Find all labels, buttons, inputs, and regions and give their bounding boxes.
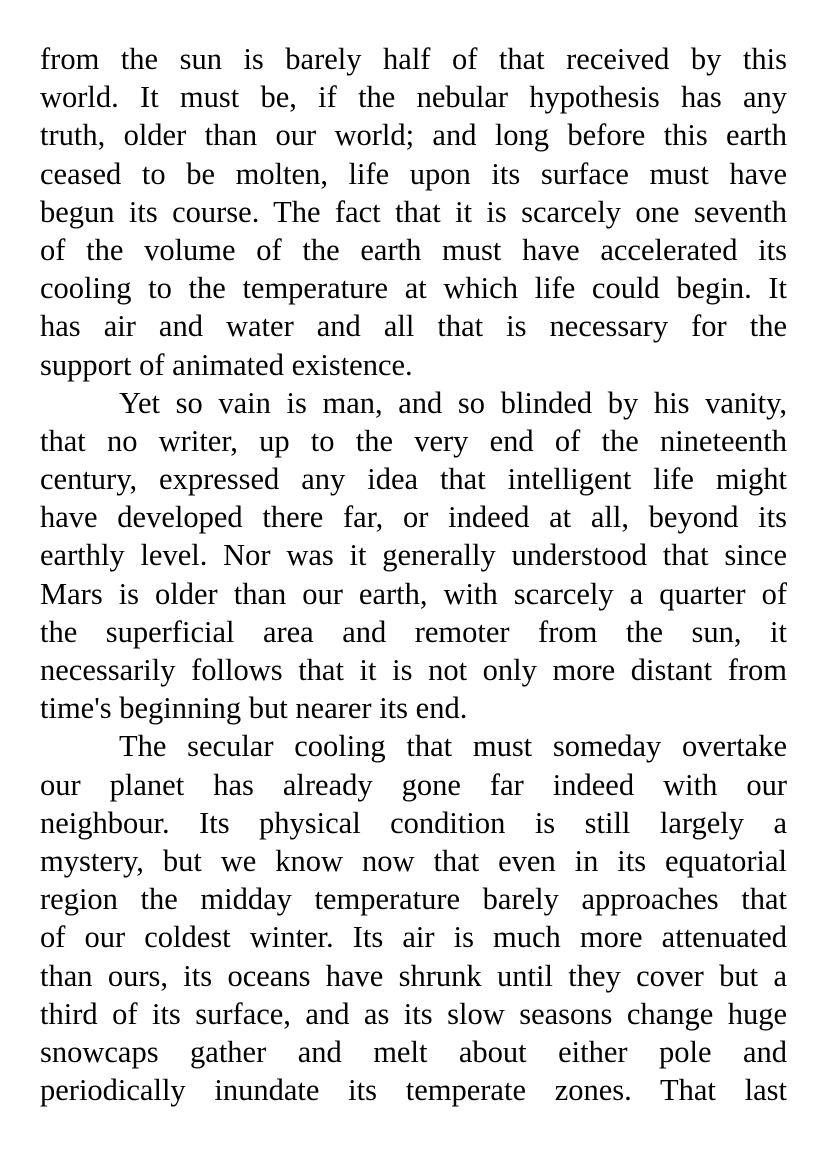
text-line: than ours, its oceans have shrunk until they cover but a [40, 958, 787, 993]
text-line: earthly level. Nor was it generally understood that since [40, 538, 787, 573]
text-line: from the sun is barely half of that received by this [40, 42, 787, 76]
text-line: neighbour. Its physical condition is still largely a [40, 805, 787, 840]
text-line: mystery, but we know now that even in its equatorial [40, 843, 787, 878]
paragraph-1 [40, 40, 787, 384]
text-line: begun its course. The fact that it is scarcely one seventh [40, 194, 787, 229]
text-line: have developed there far, or indeed at all, beyond its [40, 500, 787, 535]
text-line: Mars is older than our earth, with scarcely a quarter of [40, 576, 787, 611]
text-line: periodically inundate its temperate zones. That last [40, 1073, 787, 1108]
paragraph-2 [40, 384, 787, 728]
text-line: of our coldest winter. Its air is much more attenuated [40, 920, 787, 955]
paragraph-3 [40, 727, 787, 1109]
text-line: third of its surface, and as its slow seasons change huge [40, 996, 787, 1031]
text-line: our planet has already gone far indeed with our [40, 767, 787, 802]
text-line: truth, older than our world; and long before this earth [40, 118, 787, 153]
text-line: Yet so vain is man, and so blinded by his vanity, [119, 385, 787, 420]
text-line: cooling to the temperature at which life could begin. It [40, 271, 787, 306]
text-line: has air and water and all that is necessary for the [40, 309, 787, 344]
text-line: world. It must be, if the nebular hypothesis has any [40, 80, 787, 115]
text-line: necessarily follows that it is not only more distant from [40, 653, 787, 687]
text-line: century, expressed any idea that intelligent life might [40, 462, 787, 497]
text-line: of the volume of the earth must have accelerated its [40, 232, 787, 267]
text-line: region the midday temperature barely approaches that [40, 882, 787, 917]
text-line: The secular cooling that must someday overtake [119, 729, 787, 764]
text-line: snowcaps gather and melt about either pole and [40, 1034, 787, 1069]
text-line: support of animated existence. [40, 347, 413, 382]
text-line: the superficial area and remoter from the sun, it [40, 614, 787, 649]
text-line: time's beginning but nearer its end. [40, 691, 468, 726]
text-line: ceased to be molten, life upon its surface must have [40, 156, 787, 191]
document-page [40, 40, 787, 1109]
text-line: that no writer, up to the very end of the nineteenth [40, 423, 787, 458]
